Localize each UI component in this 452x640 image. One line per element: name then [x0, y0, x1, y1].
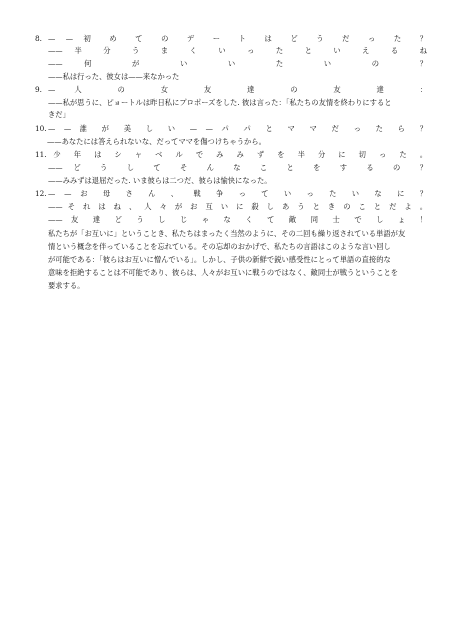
line-text: が可能である：「彼らはお互いに憎んでいる」。しかし、子供の新鮮で鋭い感受性にとって単語の直接的な [48, 255, 391, 264]
item-10-line-1 [35, 124, 427, 134]
item-9-line-3 [35, 110, 427, 120]
item-11-line-3 [35, 176, 427, 186]
line-text: 情という概念を伴っていることを忘れている。その忘却のおかげで、私たちの言語はこのような言い回し [48, 242, 391, 251]
item-10-line-2 [47, 137, 427, 147]
line-text: —— 何 が い い た い の ？ [48, 59, 427, 68]
item-number: 8. [35, 34, 42, 43]
item-11-line-1 [35, 150, 427, 160]
line-text: ——あなたには答えられないな、だってママを傷つけちゃうから。 [47, 137, 266, 146]
line-text: ——私は行った、彼女は——来なかった [48, 72, 180, 81]
line-text: 要求する。 [48, 281, 85, 290]
line-text: —— 半 分 う ま く い っ た と い え る ね [48, 46, 427, 55]
line-text: — 人 の 女 友 達 の 友 達 ： [48, 85, 427, 94]
item-8-line-1 [35, 34, 427, 44]
item-number: 9. [35, 85, 42, 94]
item-number: 12. [35, 189, 47, 198]
commentary-line-2 [35, 242, 427, 252]
item-number: 11. [35, 150, 47, 159]
commentary-line-4 [35, 268, 427, 278]
commentary-line-5 [35, 281, 427, 291]
item-12-line-3 [35, 215, 427, 225]
line-text: — — お 母 さ ん 、 戦 争 っ て い っ た い な に ？ [48, 189, 427, 198]
line-text: —— そ れ は ね 、 人 々 が お 互 い に 殺 し あ う と き の こ と だ よ 。 [48, 202, 427, 211]
line-text: —— 友 達 ど う し じ ゃ な く て 敵 同 士 で し ょ ！ [48, 215, 427, 224]
commentary-line-3 [35, 255, 427, 265]
line-text: きだ」 [48, 110, 70, 119]
item-12-line-2 [35, 202, 427, 212]
line-text: ——みみずは退屈だった. いま彼らは二つだ、彼らは愉快になった。 [48, 176, 272, 185]
line-text: 私たちが「お互いに」ということき、私たちはまったく当然のように、その二回も繰り返されている単語が友 [48, 229, 406, 238]
line-text: ——私が思うに、ピョートルは昨日私にプロポーズをした. 彼は言った：「私たちの友情を終わりにすると [48, 98, 392, 107]
item-12-line-1 [35, 189, 427, 199]
line-text: 少 年 は シ ャ ベ ル で み み ず を 半 分 に 切 っ た 。 [48, 150, 427, 159]
item-9-line-1 [35, 85, 427, 95]
line-text: —— ど う し て そ ん な こ と を す る の ？ [48, 163, 427, 172]
item-number: 10. [35, 124, 47, 133]
line-text: 意味を拒絶することは不可能であり、彼らは、人々がお互いに戦うのではなく、敵同士が戦うということを [48, 268, 399, 277]
line-text: — — 誰 が 美 し い — — パ パ と マ マ だ っ た ら ？ [48, 124, 427, 133]
item-8-line-2 [35, 46, 427, 56]
item-8-line-3 [35, 59, 427, 69]
commentary-line-1 [35, 229, 427, 239]
line-text: — — 初 め て の デ ー ト は ど う だ っ た ？ [48, 34, 427, 43]
item-9-line-2 [35, 98, 427, 108]
item-11-line-2 [35, 163, 427, 173]
item-8-line-4 [35, 72, 427, 82]
